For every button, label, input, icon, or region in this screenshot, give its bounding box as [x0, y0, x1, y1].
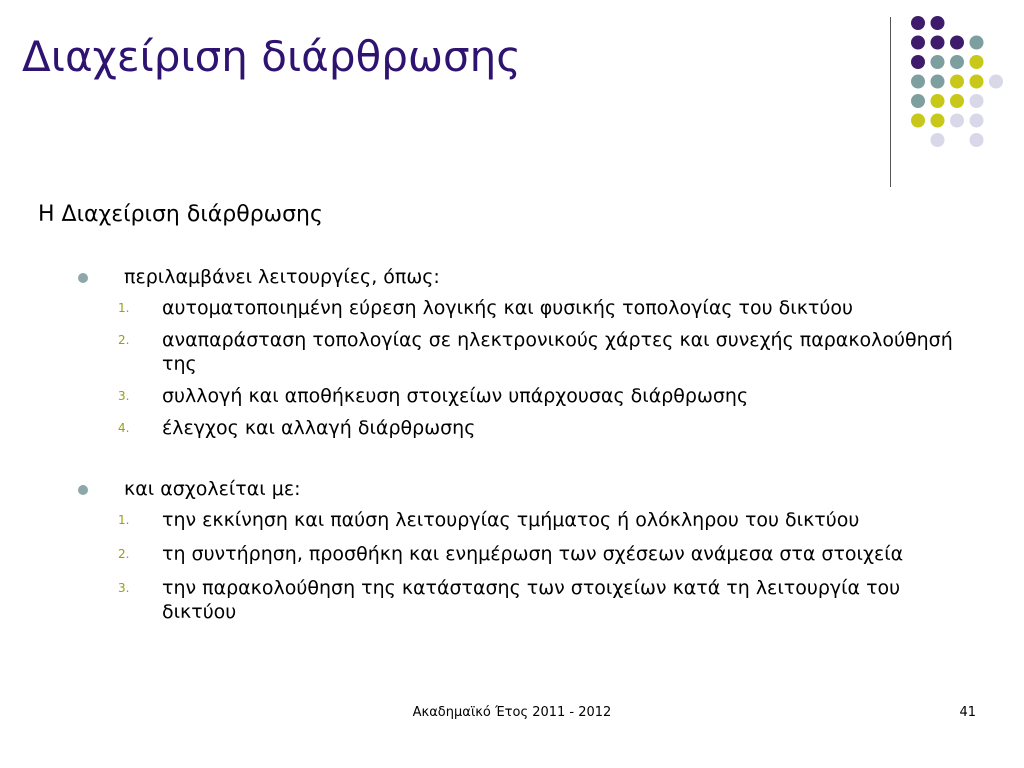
decor-dot — [911, 36, 925, 50]
decor-dot — [931, 94, 945, 108]
list-item-text: την παρακολούθηση της κατάστασης των στοιχείων κατά τη λειτουργία του δικτύου — [162, 577, 901, 623]
decor-dot — [970, 75, 984, 89]
slide-title: Διαχείριση διάρθρωσης — [22, 32, 521, 81]
list-item — [38, 576, 962, 624]
list-item-text: έλεγχος και αλλαγή διάρθρωσης — [162, 417, 476, 439]
slide-body — [38, 200, 998, 624]
decor-dot — [950, 75, 964, 89]
decor-dot — [931, 16, 945, 30]
list-item-text: την εκκίνηση και παύση λειτουργίας τμήματος ή ολόκληρου του δικτύου — [162, 509, 860, 531]
decor-dot — [950, 94, 964, 108]
list-item — [38, 296, 998, 320]
list-number: 2. — [118, 333, 130, 347]
list-item-text: συλλογή και αποθήκευση στοιχείων υπάρχουσας διάρθρωσης — [162, 385, 749, 407]
list-item-text: αναπαράσταση τοπολογίας σε ηλεκτρονικούς χάρτες και συνεχής παρακολούθησή της — [162, 329, 953, 375]
decor-dot — [911, 114, 925, 128]
bullet — [38, 264, 998, 290]
decor-dot — [911, 94, 925, 108]
decor-dot — [970, 114, 984, 128]
list-number: 1. — [118, 301, 130, 315]
decor-dot — [970, 36, 984, 50]
decor-dot — [931, 75, 945, 89]
bullet-dot-icon — [78, 485, 88, 495]
numbered-list — [38, 296, 998, 440]
decor-dot — [931, 114, 945, 128]
decor-dot — [911, 55, 925, 69]
list-item-text: τη συντήρηση, προσθήκη και ενημέρωση των σχέσεων ανάμεσα στα στοιχεία — [162, 543, 904, 565]
bullet — [38, 476, 998, 502]
decor-dot — [931, 36, 945, 50]
decor-dot — [950, 36, 964, 50]
decor-dot — [950, 114, 964, 128]
list-number: 3. — [118, 581, 130, 595]
decor-dot — [989, 75, 1003, 89]
numbered-list — [38, 508, 998, 624]
page-number: 41 — [959, 705, 976, 720]
footer-text: Ακαδημαϊκό Έτος 2011 - 2012 — [412, 705, 612, 720]
bullet-dot-icon — [78, 273, 88, 283]
list-item — [38, 508, 998, 532]
bullet-group-1 — [38, 264, 998, 440]
decor-dot — [931, 55, 945, 69]
decor-dot — [950, 55, 964, 69]
decor-dot — [970, 55, 984, 69]
bullet-group-2 — [38, 476, 998, 624]
list-item — [38, 416, 998, 440]
list-number: 1. — [118, 513, 130, 527]
intro-heading: Η Διαχείριση διάρθρωσης — [38, 202, 323, 227]
bullet-text: και ασχολείται με: — [124, 478, 301, 500]
list-number: 4. — [118, 421, 130, 435]
list-number: 2. — [118, 547, 130, 561]
bullet-text: περιλαμβάνει λειτουργίες, όπως: — [124, 266, 440, 288]
list-number: 3. — [118, 389, 130, 403]
divider-line — [890, 17, 891, 187]
decor-dot — [911, 16, 925, 30]
list-item — [38, 542, 962, 566]
list-item — [38, 384, 998, 408]
decor-dot — [931, 133, 945, 147]
decor-dot — [970, 133, 984, 147]
list-item — [38, 328, 962, 376]
decorative-dots — [0, 0, 1024, 200]
decor-dot — [970, 94, 984, 108]
list-item-text: αυτοματοποιημένη εύρεση λογικής και φυσικής τοπολογίας του δικτύου — [162, 297, 853, 319]
decor-dot — [911, 75, 925, 89]
